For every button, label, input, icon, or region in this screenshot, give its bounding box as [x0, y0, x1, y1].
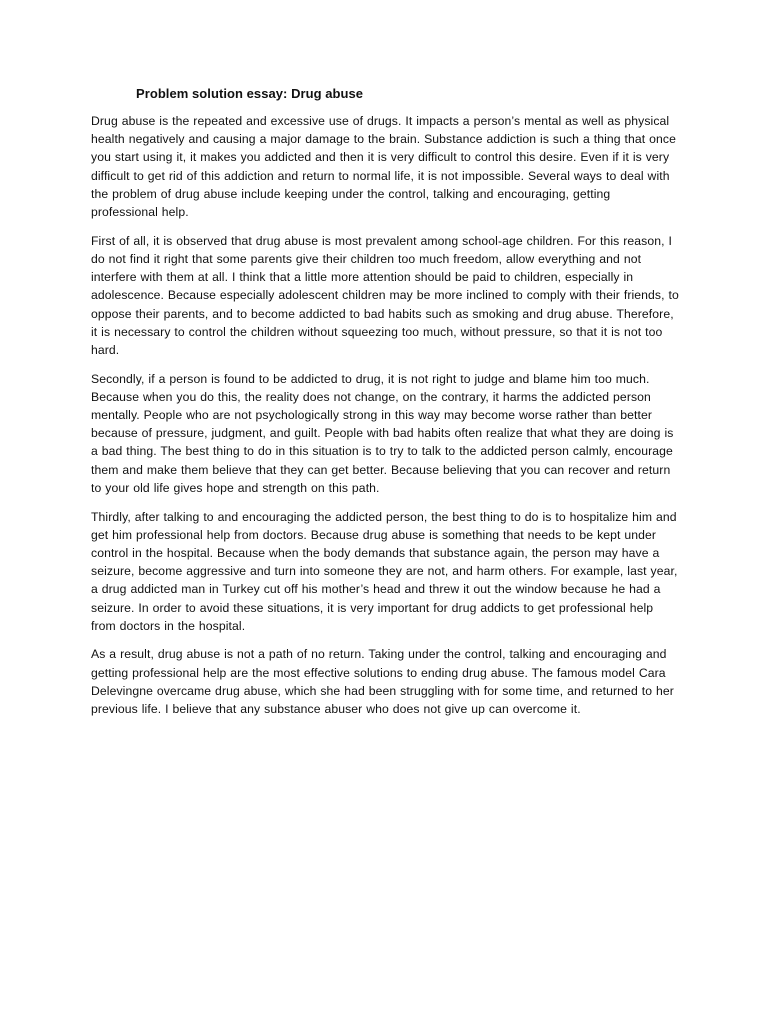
paragraph-second-point: Secondly, if a person is found to be addicted to drug, it is not right to judge and blame him too much. Because when you do this, the reality does not change, on the contrary, it harms the addicted person mentally. People who are not psychologically strong in this way may become worse rather than better because of pressure, judgment, and guilt. People with bad habits often realize that what they are doing is a bad thing. The best thing to do in this situation is to try to talk to the addicted person calmly, encourage them and make them believe that they can get better. Because believing that you can recover and return to your old life gives hope and strength on this path.	[91, 371, 674, 495]
paragraph-introduction: Drug abuse is the repeated and excessive use of drugs. It impacts a person’s mental as well as physical health negatively and causing a major damage to the brain. Substance addiction is such a thing that once you start using it, it makes you addicted and then it is very difficult to control this desire. Even if it is very difficult to get rid of this addiction and return to normal life, it is not impossible. Several ways to deal with the problem of drug abuse include keeping under the control, talking and encouraging, getting professional help.	[91, 114, 676, 220]
paragraph-conclusion: As a result, drug abuse is not a path of no return. Taking under the control, talking and encouraging and getting professional help are the most effective solutions to ending drug abuse. The famous model Cara Delevingne overcame drug abuse, which she had been struggling with for some time, and returned to her previous life. I believe that any substance abuser who does not give up can overcome it.	[91, 647, 674, 717]
paragraph-third-point: Thirdly, after talking to and encouraging the addicted person, the best thing to do is to hospitalize him and get him professional help from doctors. Because drug abuse is something that needs to be kept under control in the hospital. Because when the body demands that substance again, the person may have a seizure, become aggressive and turn into someone they are not, and harm others. For example, last year, a drug addicted man in Turkey cut off his mother’s head and threw it out the window because he had a seizure. In order to avoid these situations, it is very important for drug addicts to get professional help from doctors in the hospital.	[91, 509, 678, 633]
essay-body	[91, 112, 681, 729]
essay-title: Problem solution essay: Drug abuse	[136, 86, 364, 101]
paragraph-first-point: First of all, it is observed that drug abuse is most prevalent among school-age children. For this reason, I do not find it right that some parents give their children too much freedom, allow everything and not interfere with them at all. I think that a little more attention should be paid to children, especially in adolescence. Because especially adolescent children may be more inclined to comply with their friends, to oppose their parents, and to become addicted to bad habits such as smoking and drug abuse. Therefore, it is necessary to control the children without squeezing too much, without pressure, so that it is not too hard.	[91, 233, 679, 357]
